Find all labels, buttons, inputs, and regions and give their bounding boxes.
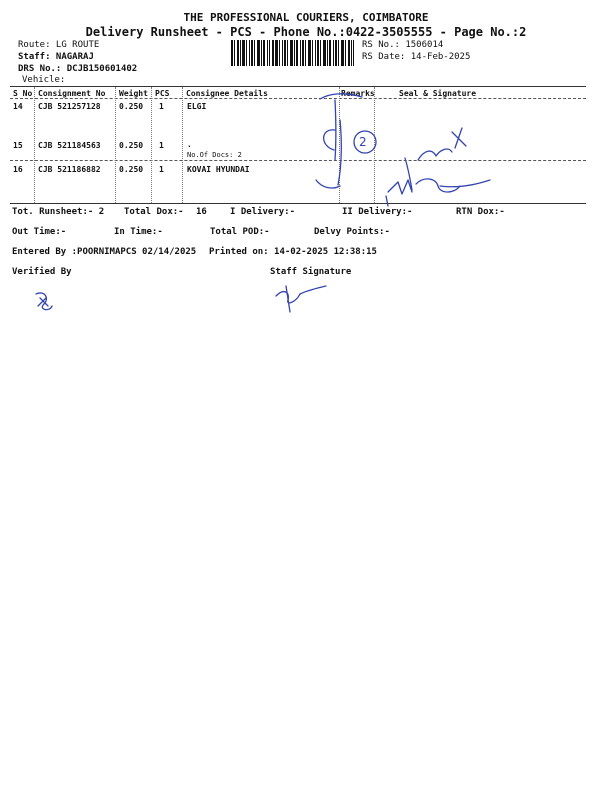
row-docs-note: No.Of Docs: 2 xyxy=(187,151,242,159)
runsheet-subtitle: Delivery Runsheet - PCS - Phone No.:0422-3505555 - Page No.:2 xyxy=(85,25,527,39)
drs-number: DRS No.: DCJB150601402 xyxy=(18,64,138,74)
staff-label: Staff: NAGARAJ xyxy=(18,52,94,62)
col-header-consignment: Consignment No xyxy=(38,89,106,98)
vehicle-label: Vehicle: xyxy=(22,75,66,85)
row-sno: 14 xyxy=(13,102,23,111)
row-weight: 0.250 xyxy=(119,141,144,150)
col-header-weight: Weight xyxy=(119,89,148,98)
row-sno: 15 xyxy=(13,141,23,150)
row-consignee: ELGI xyxy=(187,102,207,111)
tot-runsheet: Tot. Runsheet:- 2 xyxy=(12,207,105,217)
row-weight: 0.250 xyxy=(119,102,144,111)
col-header-remarks: Remarks xyxy=(341,89,375,98)
row-consignment: CJB 521257128 xyxy=(38,102,101,111)
out-time-label: Out Time:- xyxy=(12,227,67,237)
rs-date: RS Date: 14-Feb-2025 xyxy=(362,52,471,62)
row-pcs: 1 xyxy=(159,141,164,150)
row-weight: 0.250 xyxy=(119,165,144,174)
route-label: Route: LG ROUTE xyxy=(18,40,100,50)
col-header-sno: S No xyxy=(13,89,33,98)
row-sno: 16 xyxy=(13,165,23,174)
row-pcs: 1 xyxy=(159,165,164,174)
row-consignee: KOVAI HYUNDAI xyxy=(187,165,250,174)
row-pcs: 1 xyxy=(159,102,164,111)
delvy-points-label: Delvy Points:- xyxy=(314,227,390,237)
total-dox-label: Total Dox:- xyxy=(124,207,184,217)
staff-signature-label: Staff Signature xyxy=(270,267,352,277)
col-header-pcs: PCS xyxy=(155,89,170,98)
rs-number: RS No.: 1506014 xyxy=(362,40,444,50)
i-delivery-label: I Delivery:- xyxy=(230,207,296,217)
company-title: THE PROFESSIONAL COURIERS, COIMBATORE xyxy=(183,11,429,24)
rtn-dox-label: RTN Dox:- xyxy=(456,207,505,217)
col-header-consignee: Consignee Details xyxy=(186,89,268,98)
in-time-label: In Time:- xyxy=(114,227,163,237)
ii-delivery-label: II Delivery:- xyxy=(342,207,413,217)
row-consignment: CJB 521184563 xyxy=(38,141,101,150)
row-consignment: CJB 521186882 xyxy=(38,165,101,174)
entered-by: Entered By :POORNIMAPCS 02/14/2025 xyxy=(12,247,197,257)
circled-number-text: 2 xyxy=(359,135,367,149)
col-header-seal-signature: Seal & Signature xyxy=(399,89,477,98)
row-consignee: . xyxy=(187,140,192,149)
printed-on: Printed on: 14-02-2025 12:38:15 xyxy=(209,247,377,257)
verified-by-label: Verified By xyxy=(12,267,72,277)
total-pod-label: Total POD:- xyxy=(210,227,270,237)
total-dox-value: 16 xyxy=(196,207,207,217)
